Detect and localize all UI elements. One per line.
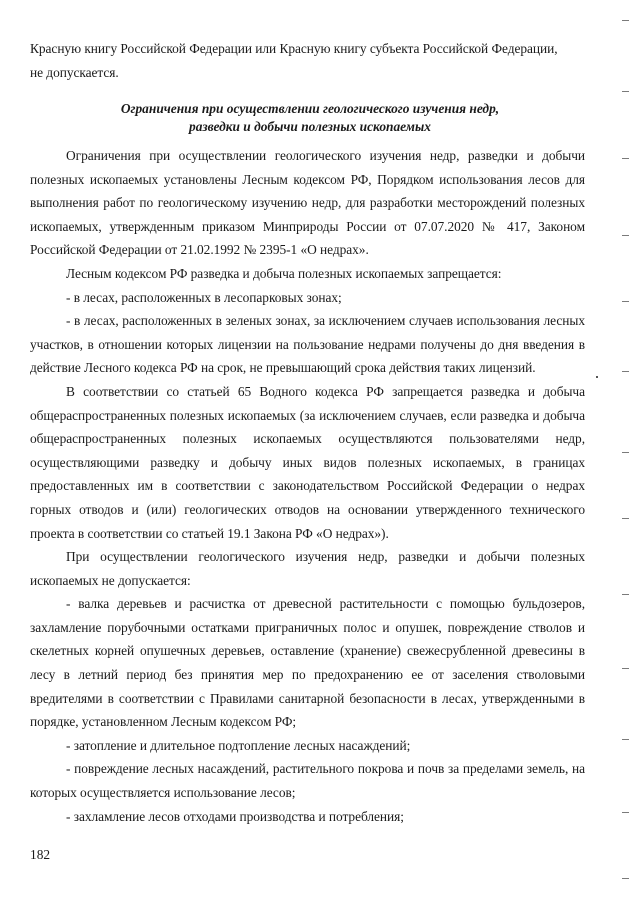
intro-line-1: Красную книгу Российской Федерации или Красную книгу субъекта Российской Федерации, <box>30 41 558 56</box>
margin-mark <box>622 518 629 519</box>
margin-mark <box>622 91 629 92</box>
margin-mark <box>622 235 629 236</box>
list-item: - в лесах, расположенных в лесопарковых зонах; <box>66 289 342 305</box>
section-heading-line-2: разведки и добычи полезных ископаемых <box>189 119 431 134</box>
margin-mark <box>622 20 629 21</box>
list-item: - в лесах, расположенных в зеленых зонах, за исключением случаев использования лесных участков, в отношении которых лицензии на пользование недрами получены до дня введения в действие Лесного кодекса РФ на срок, не превышающий срока действия таких лицензий. <box>30 313 585 376</box>
list-item: - повреждение лесных насаждений, растительного покрова и почв за пределами земель, на которых осуществляется использование лесов; <box>30 761 585 801</box>
page-number: 182 <box>30 847 51 862</box>
margin-mark <box>622 158 629 159</box>
paragraph: При осуществлении геологического изучения недр, разведки и добычи полезных ископаемых не допускается: <box>30 549 585 588</box>
paragraph: Лесным кодексом РФ разведка и добыча полезных ископаемых запрещается: <box>66 265 502 281</box>
body-text <box>30 144 585 828</box>
margin-mark <box>622 668 629 669</box>
margin-mark <box>622 371 629 372</box>
margin-mark <box>622 301 629 302</box>
intro-text <box>30 37 585 84</box>
margin-mark <box>622 594 629 595</box>
margin-mark <box>622 812 629 813</box>
intro-line-2: не допускается. <box>30 64 119 80</box>
section-heading-line-1: Ограничения при осуществлении геологического изучения недр, <box>120 101 500 116</box>
list-item: - валка деревьев и расчистка от древесной растительности с помощью бульдозеров, захламление порубочными остатками приграничных полос и опушек, повреждение стволов и скелетных корней опушечных деревьев, оставление (хранение) свежесрубленной древесины в лесу в летний период без принятия мер по предохранению ее от заселения стволовыми вредителями в соответствии с Правилами санитарной безопасности в лесах, утвержденными в порядке, установленном Лесным кодексом РФ; <box>30 596 585 730</box>
list-item: - затопление и длительное подтопление лесных насаждений; <box>66 737 411 753</box>
paragraph: Ограничения при осуществлении геологического изучения недр, разведки и добычи полезных ископаемых установлены Лесным кодексом РФ, Порядком использования лесов для выполнения работ по геологическому изучению недр, для разработки месторождений полезных ископаемых, утвержденным приказом Минприроды России от 07.07.2020 № 417, Законом Российской Федерации от 21.02.1992 № 2395-1 «О недрах». <box>30 148 585 258</box>
section-heading <box>60 100 560 136</box>
margin-mark <box>622 739 629 740</box>
paragraph: В соответствии со статьей 65 Водного кодекса РФ запрещается разведка и добыча общераспространенных полезных ископаемых (за исключением случаев, если разведка и добыча общераспространенных полезных ископаемых осуществляются пользователями недр, осуществляющими разведку и добычу иных видов полезных ископаемых, в границах предоставленных им в соответствии с законодательством Российской Федерации о недрах горных отводов и (или) геологических отводов на основании утвержденного технического проекта в соответствии со статьей 19.1 Закона РФ «О недрах»). <box>30 383 585 541</box>
scan-speck <box>596 376 598 378</box>
margin-mark <box>622 878 629 879</box>
list-item: - захламление лесов отходами производства и потребления; <box>66 808 404 824</box>
margin-mark <box>622 452 629 453</box>
